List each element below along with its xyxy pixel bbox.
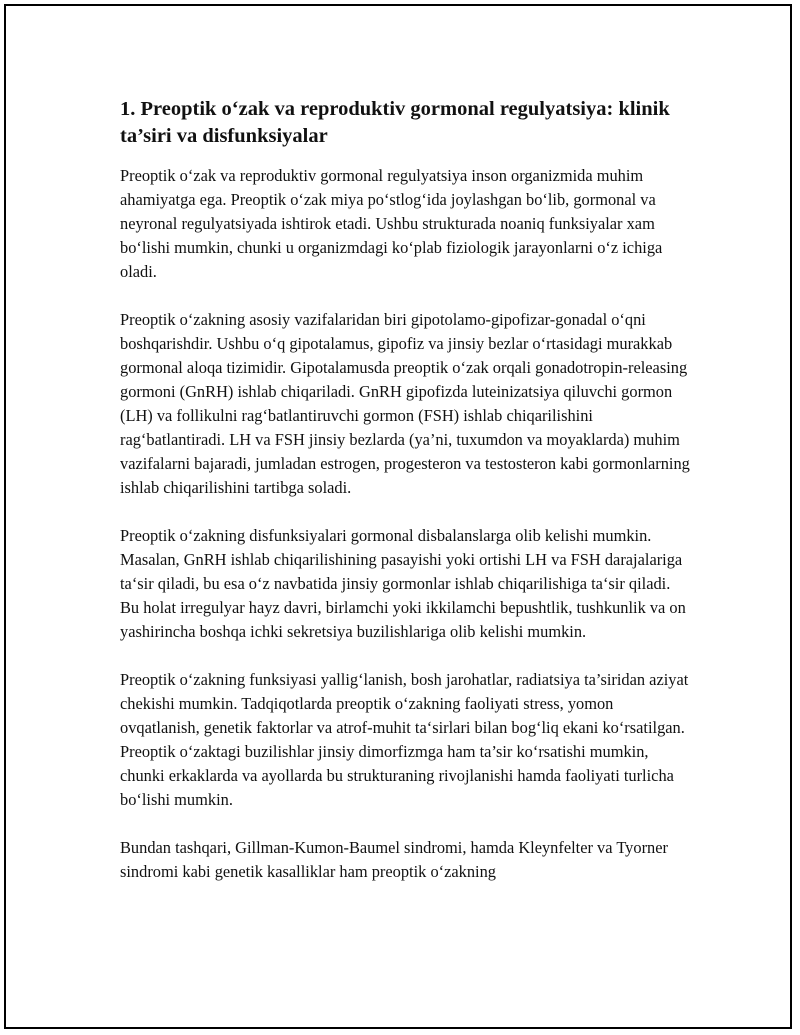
paragraph-1: Preoptik o‘zak va reproduktiv gormonal regulyatsiya inson organizmida muhim ahamiyatga ega. Preoptik o‘zak miya po‘stlog‘ida joylashgan bo‘lib, gormonal va neyronal regulyatsiyada ishtirok etadi. Ushbu strukturada noaniq funksiyalar xam bo‘lishi mumkin, chunki u organizmdagi ko‘plab fiziologik jarayonlarni o‘z ichiga oladi.: [120, 166, 663, 281]
paragraph-4: Preoptik o‘zakning funksiyasi yallig‘lanish, bosh jarohatlar, radiatsiya ta’siridan aziyat chekishi mumkin. Tadqiqotlarda preoptik o‘zakning faoliyati stress, yomon ovqatlanish, genetik faktorlar va atrof-muhit ta‘sirlari bilan bog‘liq ekani ko‘rsatilgan. Preoptik o‘zaktagi buzilishlar jinsiy dimorfizmga ham ta’sir ko‘rsatishi mumkin, chunki erkaklarda va ayollarda bu strukturaning rivojlanishi hamda faoliyati turlicha bo‘lishi mumkin.: [120, 670, 689, 809]
paragraph-5: Bundan tashqari, Gillman-Kumon-Baumel sindromi, hamda Kleynfelter va Tyorner sindromi kabi genetik kasalliklar ham preoptik o‘zakning: [120, 838, 668, 881]
section-heading: 1. Preoptik o‘zak va reproduktiv gormonal regulyatsiya: klinik ta’siri va disfunksiyalar: [120, 98, 670, 147]
document-content: [120, 96, 690, 908]
paragraph-2: Preoptik o‘zakning asosiy vazifalaridan biri gipotolamo-gipofizar-gonadal o‘qni boshqarishdir. Ushbu o‘q gipotalamus, gipofiz va jinsiy bezlar o‘rtasidagi murakkab gormonal aloqa tizimidir. Gipotalamusda preoptik o‘zak orqali gonadotropin-releasing gormoni (GnRH) ishlab chiqariladi. GnRH gipofizda luteinizatsiya qiluvchi gormon (LH) va follikulni rag‘batlantiruvchi gormon (FSH) ishlab chiqarilishini rag‘batlantiradi. LH va FSH jinsiy bezlarda (ya’ni, tuxumdon va moyaklarda) muhim vazifalarni bajaradi, jumladan estrogen, progesteron va testosteron kabi gormonlarning ishlab chiqarilishini tartibga soladi.: [120, 310, 690, 497]
paragraph-3: Preoptik o‘zakning disfunksiyalari gormonal disbalanslarga olib kelishi mumkin. Masalan, GnRH ishlab chiqarilishining pasayishi yoki ortishi LH va FSH darajalariga ta‘sir qiladi, bu esa o‘z navbatida jinsiy gormonlar ishlab chiqarilishiga ta‘sir qiladi. Bu holat irregulyar hayz davri, birlamchi yoki ikkilamchi bepushtlik, tushkunlik va on yashirincha boshqa ichki sekretsiya buzilishlariga olib kelishi mumkin.: [120, 526, 686, 641]
document-page: [4, 4, 792, 1029]
